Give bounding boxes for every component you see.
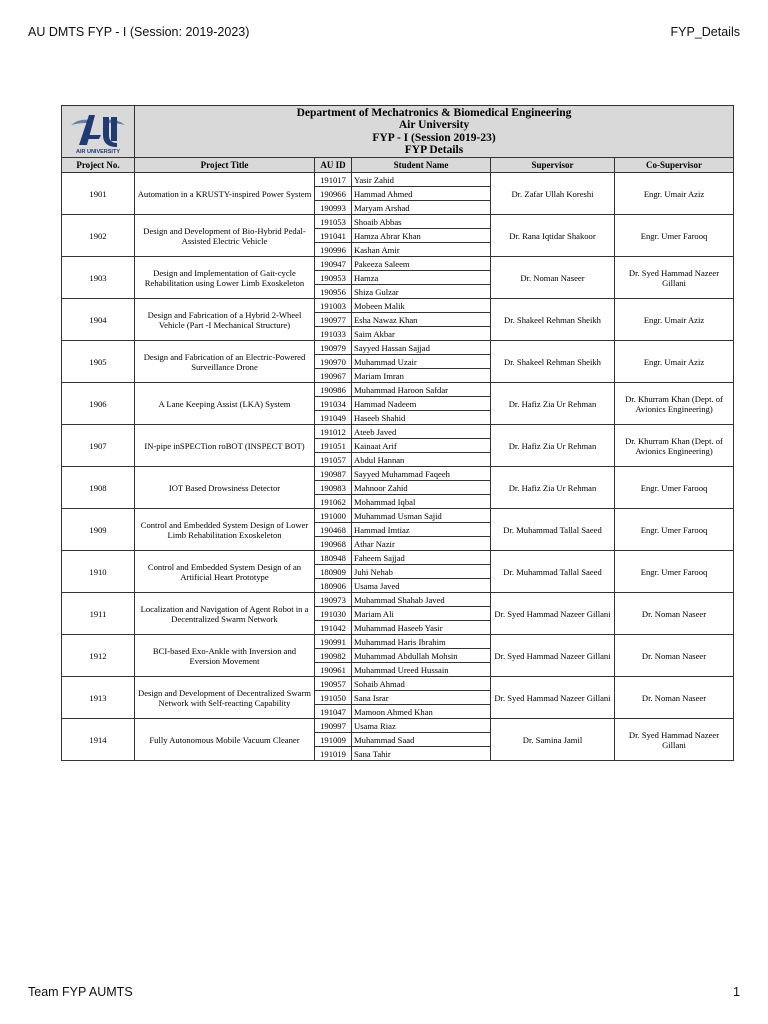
supervisor-cell: Dr. Shakeel Rehman Sheikh	[491, 299, 615, 341]
co-supervisor-cell: Engr. Umair Aziz	[615, 341, 734, 383]
au-id-cell: 191057	[315, 453, 352, 467]
student-name-cell: Muhammad Ureed Hussain	[352, 663, 491, 677]
au-id-cell: 190993	[315, 201, 352, 215]
student-name-cell: Hammad Nadeem	[352, 397, 491, 411]
banner-row	[62, 106, 734, 158]
co-supervisor-cell: Dr. Noman Naseer	[615, 593, 734, 635]
table-row	[62, 257, 734, 271]
page-header-right: FYP_Details	[670, 25, 740, 39]
table-row	[62, 509, 734, 523]
supervisor-cell: Dr. Rana Iqtidar Shakoor	[491, 215, 615, 257]
student-name-cell: Mohammad Iqbal	[352, 495, 491, 509]
project-no-cell: 1913	[62, 677, 135, 719]
logo-cell	[62, 106, 135, 158]
table-row	[62, 719, 734, 733]
student-name-cell: Mahnoor Zahid	[352, 481, 491, 495]
student-name-cell: Juhi Nehab	[352, 565, 491, 579]
student-name-cell: Muhammad Abdullah Mohsin	[352, 649, 491, 663]
student-name-cell: Hammad Ahmed	[352, 187, 491, 201]
table-row	[62, 215, 734, 229]
table-row	[62, 593, 734, 607]
co-supervisor-cell: Dr. Syed Hammad Nazeer Gillani	[615, 257, 734, 299]
supervisor-cell: Dr. Muhammad Tallal Saeed	[491, 551, 615, 593]
table-row	[62, 551, 734, 565]
col-au-id: AU ID	[315, 158, 352, 173]
au-id-cell: 191047	[315, 705, 352, 719]
au-id-cell: 191033	[315, 327, 352, 341]
au-id-cell: 190987	[315, 467, 352, 481]
student-name-cell: Hammad Imtiaz	[352, 523, 491, 537]
au-id-cell: 191019	[315, 747, 352, 761]
project-no-cell: 1901	[62, 173, 135, 215]
table-row	[62, 299, 734, 313]
student-name-cell: Usama Javed	[352, 579, 491, 593]
project-title-cell: Design and Development of Bio-Hybrid Pedal-Assisted Electric Vehicle	[135, 215, 315, 257]
student-name-cell: Sohaib Ahmad	[352, 677, 491, 691]
student-name-cell: Muhammad Haroon Safdar	[352, 383, 491, 397]
co-supervisor-cell: Engr. Umer Farooq	[615, 467, 734, 509]
student-name-cell: Hamza Abrar Khan	[352, 229, 491, 243]
au-id-cell: 190468	[315, 523, 352, 537]
au-id-cell: 190970	[315, 355, 352, 369]
project-title-cell: Design and Development of Decentralized Swarm Network with Self-reacting Capability	[135, 677, 315, 719]
co-supervisor-cell: Engr. Umair Aziz	[615, 299, 734, 341]
project-title-cell: Fully Autonomous Mobile Vacuum Cleaner	[135, 719, 315, 761]
project-no-cell: 1902	[62, 215, 135, 257]
co-supervisor-cell: Engr. Umer Farooq	[615, 551, 734, 593]
au-id-cell: 190968	[315, 537, 352, 551]
student-name-cell: Sana Israr	[352, 691, 491, 705]
student-name-cell: Hamza	[352, 271, 491, 285]
student-name-cell: Esha Nawaz Khan	[352, 313, 491, 327]
co-supervisor-cell: Dr. Syed Hammad Nazeer Gillani	[615, 719, 734, 761]
au-id-cell: 191000	[315, 509, 352, 523]
student-name-cell: Muhammad Shahab Javed	[352, 593, 491, 607]
au-id-cell: 190973	[315, 593, 352, 607]
project-no-cell: 1906	[62, 383, 135, 425]
au-id-cell: 190979	[315, 341, 352, 355]
university-title: Air University	[398, 119, 470, 131]
au-id-cell: 190996	[315, 243, 352, 257]
student-name-cell: Kainaat Arif	[352, 439, 491, 453]
student-name-cell: Mariam Ali	[352, 607, 491, 621]
au-id-cell: 190947	[315, 257, 352, 271]
page-footer-left: Team FYP AUMTS	[28, 985, 133, 999]
au-id-cell: 191003	[315, 299, 352, 313]
student-name-cell: Faheem Sajjad	[352, 551, 491, 565]
au-id-cell: 190966	[315, 187, 352, 201]
au-id-cell: 191051	[315, 439, 352, 453]
project-no-cell: 1910	[62, 551, 135, 593]
project-no-cell: 1908	[62, 467, 135, 509]
col-project-title: Project Title	[135, 158, 315, 173]
project-title-cell: Automation in a KRUSTY-inspired Power System	[135, 173, 315, 215]
logo-text: AIR UNIVERSITY	[75, 148, 121, 155]
co-supervisor-cell: Dr. Noman Naseer	[615, 677, 734, 719]
student-name-cell: Muhammad Haseeb Yasir	[352, 621, 491, 635]
student-name-cell: Muhammad Uzair	[352, 355, 491, 369]
au-id-cell: 191049	[315, 411, 352, 425]
project-title-cell: IN-pipe inSPECTion roBOT (INSPECT BOT)	[135, 425, 315, 467]
student-name-cell: Pakeeza Saleem	[352, 257, 491, 271]
col-supervisor: Supervisor	[491, 158, 615, 173]
student-name-cell: Shoaib Abbas	[352, 215, 491, 229]
student-name-cell: Mariam Imran	[352, 369, 491, 383]
project-title-cell: Design and Implementation of Gait-cycle Rehabilitation using Lower Limb Exoskeleton	[135, 257, 315, 299]
student-name-cell: Yasir Zahid	[352, 173, 491, 187]
au-id-cell: 190957	[315, 677, 352, 691]
student-name-cell: Ateeb Javed	[352, 425, 491, 439]
student-name-cell: Saim Akbar	[352, 327, 491, 341]
table-row	[62, 383, 734, 397]
col-co-supervisor: Co-Supervisor	[615, 158, 734, 173]
banner-title	[135, 106, 734, 158]
department-title: Department of Mechatronics & Biomedical Engineering	[296, 106, 572, 119]
project-no-cell: 1909	[62, 509, 135, 551]
student-name-cell: Shiza Gulzar	[352, 285, 491, 299]
au-id-cell: 191030	[315, 607, 352, 621]
student-name-cell: Abdul Hannan	[352, 453, 491, 467]
col-project-no: Project No.	[62, 158, 135, 173]
au-id-cell: 190977	[315, 313, 352, 327]
au-id-cell: 191042	[315, 621, 352, 635]
supervisor-cell: Dr. Hafiz Zia Ur Rehman	[491, 467, 615, 509]
project-no-cell: 1912	[62, 635, 135, 677]
project-no-cell: 1914	[62, 719, 135, 761]
project-title-cell: Localization and Navigation of Agent Robot in a Decentralized Swarm Network	[135, 593, 315, 635]
supervisor-cell: Dr. Shakeel Rehman Sheikh	[491, 341, 615, 383]
table-row	[62, 341, 734, 355]
project-title-cell: Design and Fabrication of a Hybrid 2-Wheel Vehicle (Part -I Mechanical Structure)	[135, 299, 315, 341]
table-row	[62, 425, 734, 439]
project-title-cell: IOT Based Drowsiness Detector	[135, 467, 315, 509]
supervisor-cell: Dr. Samina Jamil	[491, 719, 615, 761]
au-id-cell: 190983	[315, 481, 352, 495]
au-id-cell: 190953	[315, 271, 352, 285]
student-name-cell: Athar Nazir	[352, 537, 491, 551]
au-id-cell: 180948	[315, 551, 352, 565]
project-title-cell: A Lane Keeping Assist (LKA) System	[135, 383, 315, 425]
co-supervisor-cell: Dr. Khurram Khan (Dept. of Avionics Engineering)	[615, 383, 734, 425]
supervisor-cell: Dr. Muhammad Tallal Saeed	[491, 509, 615, 551]
au-id-cell: 191034	[315, 397, 352, 411]
student-name-cell: Muhammad Saad	[352, 733, 491, 747]
project-no-cell: 1911	[62, 593, 135, 635]
project-no-cell: 1903	[62, 257, 135, 299]
project-no-cell: 1904	[62, 299, 135, 341]
co-supervisor-cell: Engr. Umer Farooq	[615, 509, 734, 551]
student-name-cell: Muhammad Haris Ibrahim	[352, 635, 491, 649]
supervisor-cell: Dr. Zafar Ullah Koreshi	[491, 173, 615, 215]
table-row	[62, 677, 734, 691]
au-id-cell: 191009	[315, 733, 352, 747]
au-id-cell: 191062	[315, 495, 352, 509]
student-name-cell: Sayyed Hassan Sajjad	[352, 341, 491, 355]
au-id-cell: 191012	[315, 425, 352, 439]
student-name-cell: Usama Riaz	[352, 719, 491, 733]
student-name-cell: Mobeen Malik	[352, 299, 491, 313]
project-no-cell: 1905	[62, 341, 135, 383]
column-header-row	[62, 158, 734, 173]
session-title: FYP - I (Session 2019-23)	[372, 131, 496, 144]
project-title-cell: Control and Embedded System Design of an Artificial Heart Prototype	[135, 551, 315, 593]
project-title-cell: Design and Fabrication of an Electric-Powered Surveillance Drone	[135, 341, 315, 383]
au-id-cell: 190986	[315, 383, 352, 397]
student-name-cell: Muhammad Usman Sajid	[352, 509, 491, 523]
student-name-cell: Kashan Amir	[352, 243, 491, 257]
au-id-cell: 191041	[315, 229, 352, 243]
student-name-cell: Haseeb Shahid	[352, 411, 491, 425]
fyp-details-table	[61, 105, 734, 761]
au-id-cell: 190982	[315, 649, 352, 663]
project-title-cell: Control and Embedded System Design of Lower Limb Rehabilitation Exoskeleton	[135, 509, 315, 551]
supervisor-cell: Dr. Syed Hammad Nazeer Gillani	[491, 593, 615, 635]
co-supervisor-cell: Dr. Khurram Khan (Dept. of Avionics Engineering)	[615, 425, 734, 467]
au-id-cell: 180909	[315, 565, 352, 579]
page-number: 1	[733, 985, 740, 999]
student-name-cell: Sayyed Muhammad Faqeeh	[352, 467, 491, 481]
co-supervisor-cell: Engr. Umair Aziz	[615, 173, 734, 215]
student-name-cell: Mamoon Ahmed Khan	[352, 705, 491, 719]
air-university-logo-icon	[67, 107, 129, 155]
supervisor-cell: Dr. Syed Hammad Nazeer Gillani	[491, 635, 615, 677]
supervisor-cell: Dr. Noman Naseer	[491, 257, 615, 299]
project-title-cell: BCI-based Exo-Ankle with Inversion and Eversion Movement	[135, 635, 315, 677]
supervisor-cell: Dr. Hafiz Zia Ur Rehman	[491, 383, 615, 425]
col-student-name: Student Name	[352, 158, 491, 173]
table-row	[62, 467, 734, 481]
co-supervisor-cell: Dr. Noman Naseer	[615, 635, 734, 677]
au-id-cell: 191053	[315, 215, 352, 229]
fyp-details-title: FYP Details	[404, 144, 464, 156]
au-id-cell: 191050	[315, 691, 352, 705]
supervisor-cell: Dr. Syed Hammad Nazeer Gillani	[491, 677, 615, 719]
au-id-cell: 190991	[315, 635, 352, 649]
project-no-cell: 1907	[62, 425, 135, 467]
page-header-left: AU DMTS FYP - I (Session: 2019-2023)	[28, 25, 250, 39]
au-id-cell: 191017	[315, 173, 352, 187]
au-id-cell: 190997	[315, 719, 352, 733]
student-name-cell: Maryam Arshad	[352, 201, 491, 215]
supervisor-cell: Dr. Hafiz Zia Ur Rehman	[491, 425, 615, 467]
student-name-cell: Sana Tahir	[352, 747, 491, 761]
au-id-cell: 190956	[315, 285, 352, 299]
table-row	[62, 173, 734, 187]
table-row	[62, 635, 734, 649]
au-id-cell: 190967	[315, 369, 352, 383]
au-id-cell: 180906	[315, 579, 352, 593]
au-id-cell: 190961	[315, 663, 352, 677]
co-supervisor-cell: Engr. Umer Farooq	[615, 215, 734, 257]
